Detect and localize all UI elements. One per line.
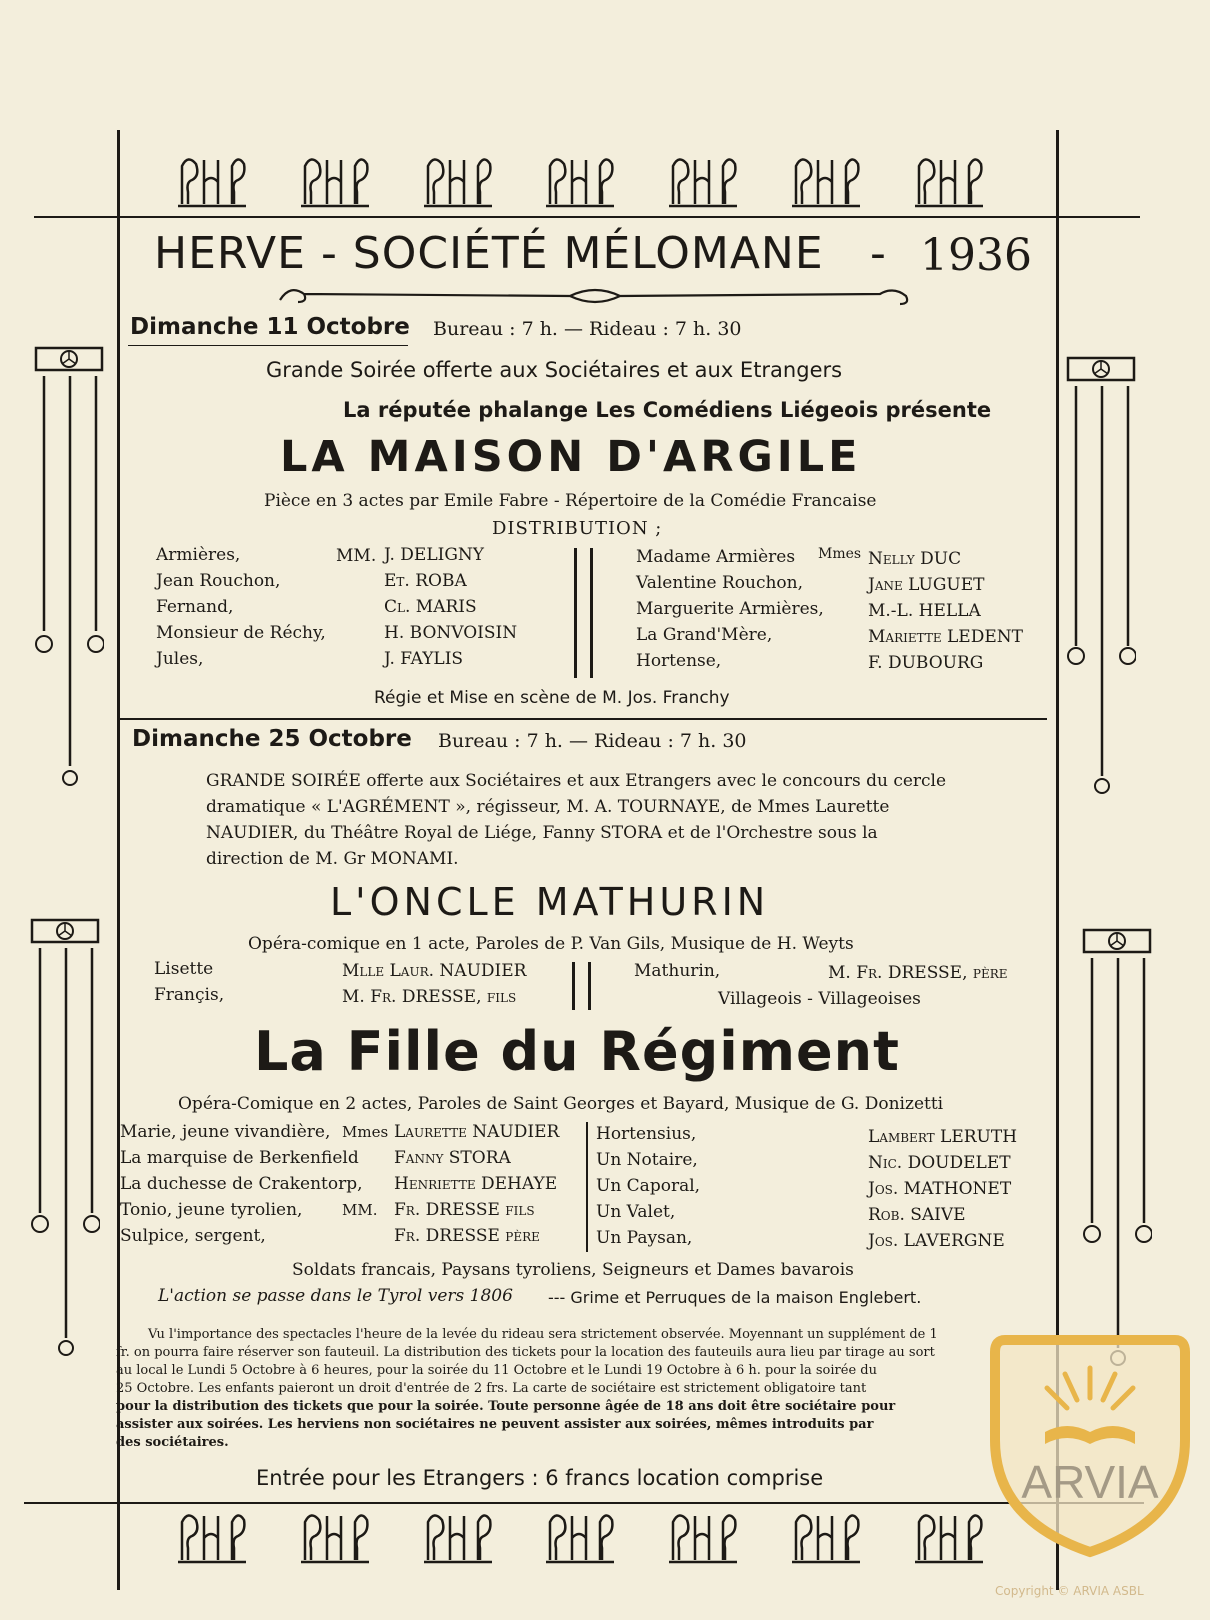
- opera2-title: La Fille du Régiment: [254, 1020, 900, 1083]
- cast-actor: H. BONVOISIN: [384, 623, 518, 643]
- cast-role: La Grand'Mère,: [636, 625, 773, 645]
- cast-prefix: MM.: [342, 1201, 378, 1219]
- women-roles-list: [636, 544, 824, 674]
- opera2-roles-right: [596, 1121, 700, 1251]
- cast-actor: Cl. MARIS: [384, 597, 477, 617]
- event1-intro: Grande Soirée offerte aux Sociétaires et aux Etrangers: [266, 358, 843, 382]
- opera2-setting: L'action se passe dans le Tyrol vers 1806: [158, 1286, 513, 1306]
- notice-line: assister aux soirées. Les herviens non sociétaires ne peuvent assister aux soirées, mêmes introduits par: [116, 1417, 874, 1432]
- opera1-title: L'ONCLE MATHURIN: [330, 880, 770, 924]
- cast-actor: Rob. SAIVE: [868, 1205, 966, 1225]
- regie-credit: Régie et Mise en scène de M. Jos. Franchy: [374, 688, 730, 708]
- women-prefix: Mmes: [818, 546, 862, 562]
- opera1-role-right: Mathurin,: [634, 961, 721, 981]
- cast-actor: Henriette DEHAYE: [394, 1174, 558, 1194]
- description-line: dramatique « L'AGRÉMENT », régisseur, M. A. TOURNAYE, de Mmes Laurette: [206, 797, 890, 817]
- cast-actor: Mlle Laur. NAUDIER: [342, 961, 527, 981]
- opera1-actor-right: M. Fr. DRESSE, père: [828, 963, 1008, 983]
- cast-actor: Et. ROBA: [384, 571, 467, 591]
- cast-actor: Fr. DRESSE fils: [394, 1200, 535, 1220]
- cast-actor: Jos. LAVERGNE: [868, 1231, 1005, 1251]
- floral-ornament-icon: [420, 1508, 495, 1566]
- column-separator: [590, 548, 593, 678]
- top-rule: [34, 216, 1140, 218]
- title-dash: -: [870, 228, 886, 279]
- cast-actor: Mariette LEDENT: [868, 627, 1023, 647]
- title-year: 1936: [920, 230, 1032, 281]
- floral-ornament-icon: [788, 1508, 863, 1566]
- page-title: HERVE - SOCIÉTÉ MÉLOMANE: [154, 228, 824, 279]
- men-prefix: MM.: [336, 546, 377, 566]
- floral-ornament-icon: [174, 1508, 249, 1566]
- cast-role: Madame Armières: [636, 547, 796, 567]
- opera1-roles-left: [154, 956, 224, 1008]
- pendant-ornament-icon: [1082, 928, 1152, 1368]
- pendant-ornament-icon: [30, 918, 100, 1358]
- floral-ornament-icon: [911, 1508, 986, 1566]
- cast-role: Hortense,: [636, 651, 722, 671]
- floral-ornament-icon: [297, 152, 372, 210]
- cast-role: Fernand,: [156, 597, 234, 617]
- cast-role: Un Valet,: [596, 1202, 676, 1222]
- logo-text: ARVIA: [1021, 1456, 1159, 1508]
- cast-role: Valentine Rouchon,: [636, 573, 804, 593]
- top-ornament-row: [150, 152, 1010, 214]
- cast-role: Françis,: [154, 985, 225, 1005]
- opera2-info: Opéra-Comique en 2 actes, Paroles de Saint Georges et Bayard, Musique de G. Donizetti: [178, 1094, 944, 1114]
- opera1-chorus: Villageois - Villageoises: [718, 989, 921, 1009]
- title-flourish-icon: [270, 280, 920, 312]
- cast-role: La duchesse de Crakentorp,: [120, 1174, 363, 1194]
- play-title: LA MAISON D'ARGILE: [280, 432, 862, 482]
- opera1-info: Opéra-comique en 1 acte, Paroles de P. Van Gils, Musique de H. Weyts: [248, 934, 854, 954]
- cast-actor: Jane LUGUET: [868, 575, 985, 595]
- notice-line: des sociétaires.: [116, 1435, 229, 1450]
- men-roles-list: [156, 542, 326, 672]
- cast-role: Monsieur de Réchy,: [156, 623, 326, 643]
- cast-role: Armières,: [156, 545, 241, 565]
- notice-line: fr. on pourra faire réserver son fauteuil. La distribution des tickets pour la location des fauteuils aura lieu par tirage au sort: [116, 1345, 935, 1360]
- column-separator: [588, 962, 591, 1010]
- opera1-actors-left: [342, 958, 526, 1010]
- cast-prefix: [342, 1145, 388, 1171]
- description-line: GRANDE SOIRÉE offerte aux Sociétaires et aux Etrangers avec le concours du cercle: [206, 771, 947, 791]
- cast-actor: M.-L. HELLA: [868, 601, 981, 621]
- column-separator: [574, 548, 577, 678]
- floral-ornament-icon: [297, 1508, 372, 1566]
- opera2-actors-left: [394, 1119, 559, 1249]
- opera2-credits: --- Grime et Perruques de la maison Englebert.: [548, 1288, 922, 1307]
- cast-role: Un Notaire,: [596, 1150, 698, 1170]
- entry-price: Entrée pour les Etrangers : 6 francs location comprise: [256, 1466, 824, 1490]
- event1-times: Bureau : 7 h. — Rideau : 7 h. 30: [433, 318, 742, 340]
- arvia-logo-icon: [985, 1320, 1195, 1560]
- description-line: NAUDIER, du Théâtre Royal de Liége, Fanny STORA et de l'Orchestre sous la: [206, 823, 878, 843]
- cast-actor: Lambert LERUTH: [868, 1127, 1018, 1147]
- floral-ornament-icon: [542, 152, 617, 210]
- bottom-rule: [24, 1502, 1144, 1504]
- cast-actor: J. FAYLIS: [384, 649, 464, 669]
- cast-prefix: [342, 1171, 388, 1197]
- opera2-actors-right: [868, 1124, 1017, 1254]
- cast-actor: Jos. MATHONET: [868, 1179, 1012, 1199]
- event1-date: Dimanche 11 Octobre: [130, 314, 410, 340]
- cast-role: Hortensius,: [596, 1124, 697, 1144]
- women-actors-list: [868, 546, 1023, 676]
- cast-actor: M. Fr. DRESSE, fils: [342, 987, 517, 1007]
- opera2-extras: Soldats francais, Paysans tyroliens, Seigneurs et Dames bavarois: [292, 1260, 854, 1280]
- men-actors-list: [384, 542, 517, 672]
- floral-ornament-icon: [788, 152, 863, 210]
- notice-block: [116, 1326, 1046, 1452]
- floral-ornament-icon: [665, 152, 740, 210]
- opera2-prefixes: [342, 1119, 388, 1249]
- notice-line: au local le Lundi 5 Octobre à 6 heures, pour la soirée du 11 Octobre et le Lundi 19 Octobre à 6 h. pour la soirée du: [116, 1363, 877, 1378]
- distribution-label: DISTRIBUTION ;: [492, 518, 663, 539]
- cast-prefix: Mmes: [342, 1123, 389, 1141]
- event2-date: Dimanche 25 Octobre: [132, 726, 412, 752]
- cast-actor: Fr. DRESSE père: [394, 1226, 540, 1246]
- cast-role: Un Caporal,: [596, 1176, 701, 1196]
- cast-actor: Fanny STORA: [394, 1148, 511, 1168]
- notice-line: pour la distribution des tickets que pour la soirée. Toute personne âgée de 18 ans doit être sociétaire pour: [116, 1399, 896, 1414]
- play-info: Pièce en 3 actes par Emile Fabre - Répertoire de la Comédie Francaise: [264, 491, 877, 511]
- event2-description: [206, 768, 966, 872]
- pendant-ornament-icon: [34, 346, 104, 786]
- cast-role: Jean Rouchon,: [156, 571, 281, 591]
- opera2-roles-left: [120, 1119, 363, 1249]
- cast-actor: Nelly DUC: [868, 549, 962, 569]
- cast-role: La marquise de Berkenfield: [120, 1148, 359, 1168]
- cast-prefix: [342, 1223, 388, 1249]
- floral-ornament-icon: [665, 1508, 740, 1566]
- description-line: direction de M. Gr MONAMI.: [206, 849, 459, 869]
- notice-line: 25 Octobre. Les enfants paieront un droit d'entrée de 2 frs. La carte de sociétaire est strictement obligatoire tant: [116, 1381, 867, 1396]
- column-separator: [586, 1122, 588, 1252]
- section-divider: [117, 718, 1047, 720]
- event2-times: Bureau : 7 h. — Rideau : 7 h. 30: [438, 730, 747, 752]
- cast-actor: F. DUBOURG: [868, 653, 984, 673]
- notice-line: Vu l'importance des spectacles l'heure de la levée du rideau sera strictement observée. Moyennant un supplément de 1: [148, 1327, 938, 1342]
- date1-underline: [128, 345, 408, 346]
- floral-ornament-icon: [542, 1508, 617, 1566]
- cast-role: Marguerite Armières,: [636, 599, 824, 619]
- pendant-ornament-icon: [1066, 356, 1136, 796]
- cast-actor: Laurette NAUDIER: [394, 1122, 560, 1142]
- cast-role: Tonio, jeune tyrolien,: [120, 1200, 303, 1220]
- cast-role: Un Paysan,: [596, 1228, 693, 1248]
- floral-ornament-icon: [911, 152, 986, 210]
- cast-role: Marie, jeune vivandière,: [120, 1122, 331, 1142]
- floral-ornament-icon: [174, 152, 249, 210]
- bottom-ornament-row: [150, 1508, 1010, 1570]
- cast-role: Jules,: [156, 649, 204, 669]
- cast-role: Sulpice, sergent,: [120, 1226, 266, 1246]
- event1-presenter: La réputée phalange Les Comédiens Liégeois présente: [343, 398, 992, 422]
- copyright-text: Copyright © ARVIA ASBL: [995, 1584, 1144, 1598]
- floral-ornament-icon: [420, 152, 495, 210]
- cast-role: Lisette: [154, 959, 214, 979]
- cast-actor: Nic. DOUDELET: [868, 1153, 1011, 1173]
- column-separator: [572, 962, 575, 1010]
- cast-actor: J. DELIGNY: [384, 545, 485, 565]
